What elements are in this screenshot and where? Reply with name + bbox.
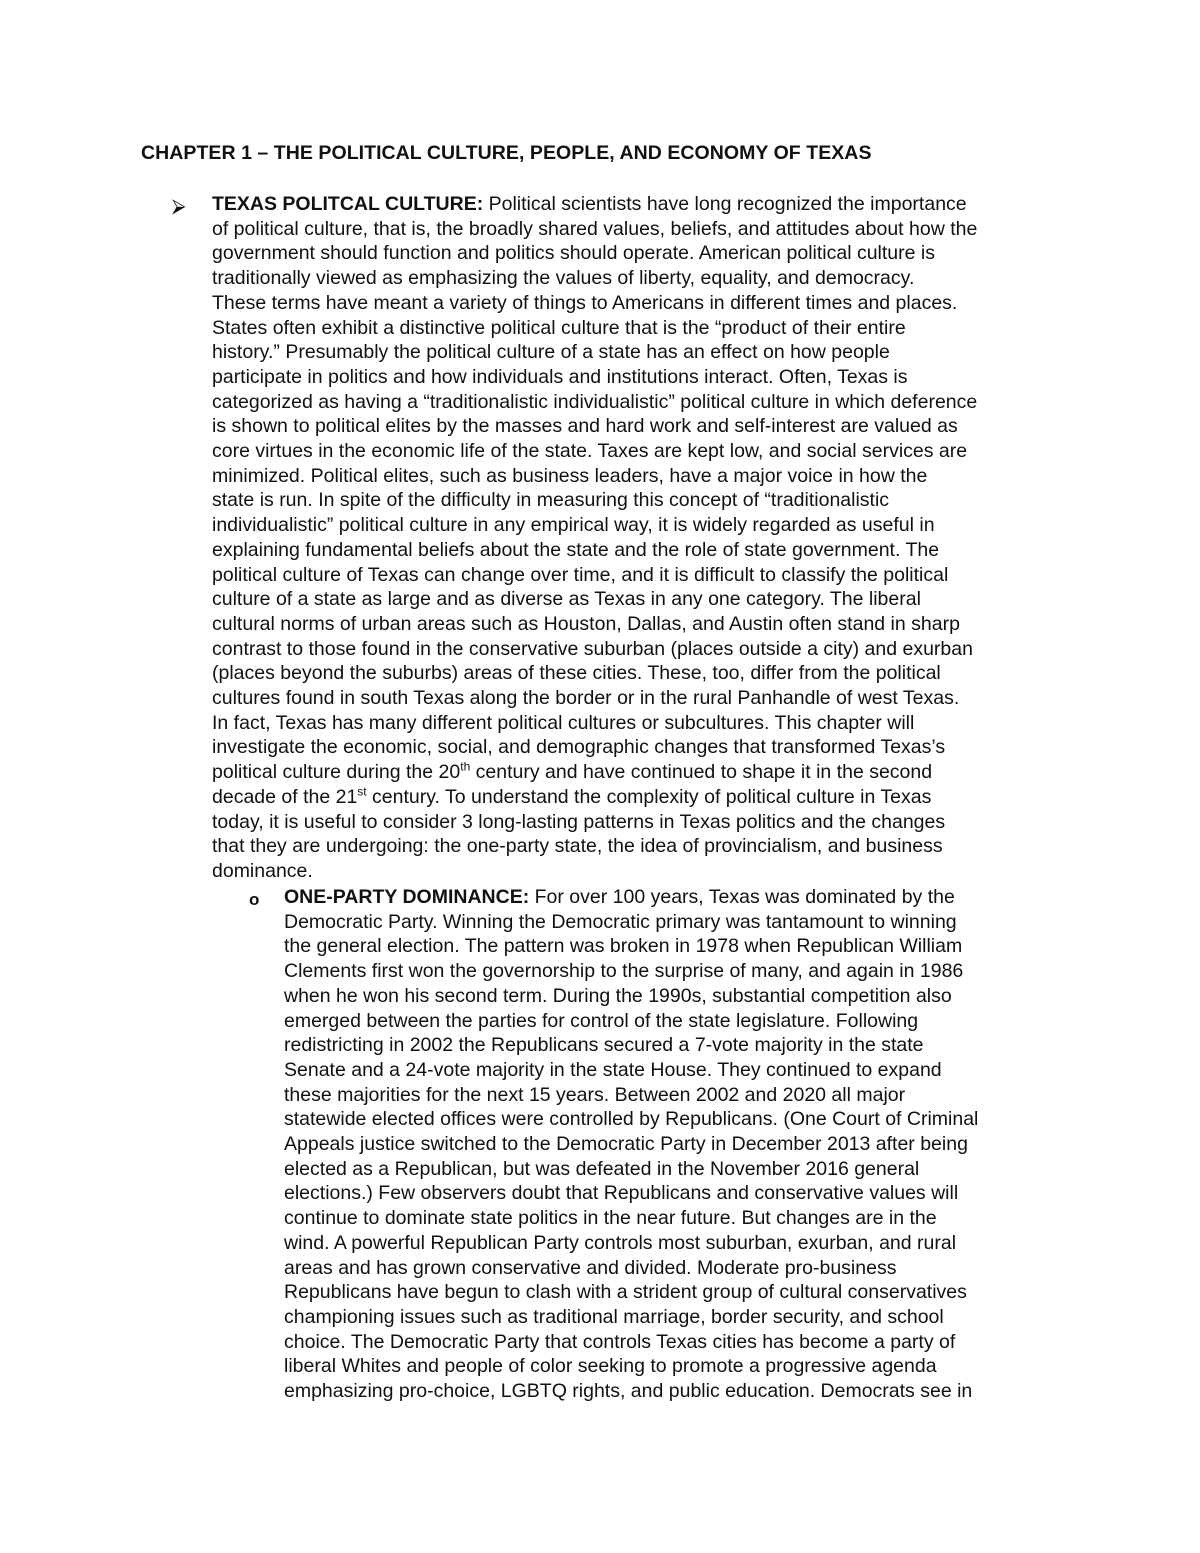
paragraph-line: dominance. [212, 859, 313, 882]
paragraph-line: emphasizing pro-choice, LGBTQ rights, and public education. Democrats see in [284, 1380, 973, 1403]
paragraph-line: ONE-PARTY DOMINANCE: For over 100 years, Texas was dominated by the [284, 886, 955, 908]
chapter-title: CHAPTER 1 – THE POLITICAL CULTURE, PEOPLE, AND ECONOMY OF TEXAS [141, 142, 872, 164]
paragraph-line: history.” Presumably the political culture of a state has an effect on how people [212, 341, 890, 364]
paragraph-line: these majorities for the next 15 years. Between 2002 and 2020 all major [284, 1083, 906, 1106]
paragraph-line: is shown to political elites by the masses and hard work and self-interest are valued as [212, 415, 958, 438]
paragraph-line: that they are undergoing: the one-party state, the idea of provincialism, and business [212, 835, 943, 858]
paragraph-line: continue to dominate state politics in the near future. But changes are in the [284, 1207, 937, 1230]
paragraph-line: wind. A powerful Republican Party controls most suburban, exurban, and rural [284, 1231, 957, 1254]
paragraph-line: when he won his second term. During the 1990s, substantial competition also [284, 984, 952, 1007]
paragraph-line: of political culture, that is, the broadly shared values, beliefs, and attitudes about how the [212, 217, 978, 240]
paragraph-line: emerged between the parties for control of the state legislature. Following [284, 1009, 919, 1032]
paragraph-line: choice. The Democratic Party that controls Texas cities has become a party of [284, 1330, 956, 1353]
paragraph-line: the general election. The pattern was broken in 1978 when Republican William [284, 935, 963, 958]
one-party-paragraph [284, 885, 1074, 1404]
paragraph-line: Senate and a 24-vote majority in the state House. They continued to expand [284, 1058, 942, 1081]
paragraph-line: categorized as having a “traditionalistic individualistic” political culture in which deference [212, 390, 978, 413]
paragraph-line: statewide elected offices were controlled by Republicans. (One Court of Criminal [284, 1108, 979, 1131]
paragraph-line: minimized. Political elites, such as business leaders, have a major voice in how the [212, 464, 928, 487]
paragraph-line: political culture during the 20th century and have continued to shape it in the second [212, 759, 933, 784]
paragraph-line: liberal Whites and people of color seeking to promote a progressive agenda [284, 1355, 937, 1378]
paragraph-line: (places beyond the suburbs) areas of these cities. These, too, differ from the political [212, 662, 941, 685]
paragraph-line: today, it is useful to consider 3 long-lasting patterns in Texas politics and the changes [212, 810, 946, 833]
paragraph-line: championing issues such as traditional marriage, border security, and school [284, 1305, 944, 1328]
paragraph-line: political culture of Texas can change over time, and it is difficult to classify the political [212, 563, 949, 586]
paragraph-line: state is run. In spite of the difficulty in measuring this concept of “traditionalistic [212, 489, 890, 512]
paragraph-line: Republicans have begun to clash with a strident group of cultural conservatives [284, 1281, 967, 1304]
paragraph-line: traditionally viewed as emphasizing the values of liberty, equality, and democracy. [212, 267, 915, 290]
paragraph-line: government should function and politics should operate. American political culture is [212, 242, 935, 265]
paragraph-line: redistricting in 2002 the Republicans secured a 7-vote majority in the state [284, 1034, 924, 1057]
subsection-heading: ONE-PARTY DOMINANCE: [284, 886, 530, 908]
paragraph-line: decade of the 21st century. To understand the complexity of political culture in Texas [212, 784, 932, 808]
paragraph-line: Democratic Party. Winning the Democratic primary was tantamount to winning [284, 910, 957, 933]
political-culture-paragraph [212, 192, 1072, 884]
paragraph-line: contrast to those found in the conservative suburban (places outside a city) and exurban [212, 637, 973, 660]
paragraph-line: investigate the economic, social, and demographic changes that transformed Texas’s [212, 736, 946, 759]
paragraph-line: culture of a state as large and as diverse as Texas in any one category. The liberal [212, 588, 921, 611]
paragraph-line: core virtues in the economic life of the state. Taxes are kept low, and social services are [212, 440, 968, 463]
paragraph-line: TEXAS POLITCAL CULTURE: Political scientists have long recognized the importance [212, 193, 967, 215]
paragraph-line: elected as a Republican, but was defeated in the November 2016 general [284, 1157, 920, 1180]
arrow-bullet-icon: ⮚ [172, 196, 186, 217]
paragraph-line: elections.) Few observers doubt that Republicans and conservative values will [284, 1182, 959, 1205]
paragraph-line: Appeals justice switched to the Democratic Party in December 2013 after being [284, 1133, 968, 1156]
paragraph-line: participate in politics and how individuals and institutions interact. Often, Texas is [212, 365, 908, 388]
paragraph-line: explaining fundamental beliefs about the state and the role of state government. The [212, 538, 940, 561]
paragraph-line: States often exhibit a distinctive political culture that is the “product of their entire [212, 316, 906, 339]
paragraph-line: cultures found in south Texas along the border or in the rural Panhandle of west Texas. [212, 687, 960, 710]
section-heading: TEXAS POLITCAL CULTURE: [212, 193, 484, 215]
paragraph-line: Clements first won the governorship to the surprise of many, and again in 1986 [284, 960, 964, 983]
paragraph-line: These terms have meant a variety of things to Americans in different times and places. [212, 291, 958, 314]
paragraph-line: cultural norms of urban areas such as Houston, Dallas, and Austin often stand in sharp [212, 612, 960, 635]
paragraph-line: In fact, Texas has many different political cultures or subcultures. This chapter will [212, 711, 915, 734]
superscript: st [357, 784, 367, 799]
superscript: th [460, 759, 471, 774]
paragraph-line: individualistic” political culture in any empirical way, it is widely regarded as useful in [212, 514, 935, 537]
paragraph-line: areas and has grown conservative and divided. Moderate pro-business [284, 1256, 897, 1279]
circle-bullet-icon: o [249, 890, 260, 909]
